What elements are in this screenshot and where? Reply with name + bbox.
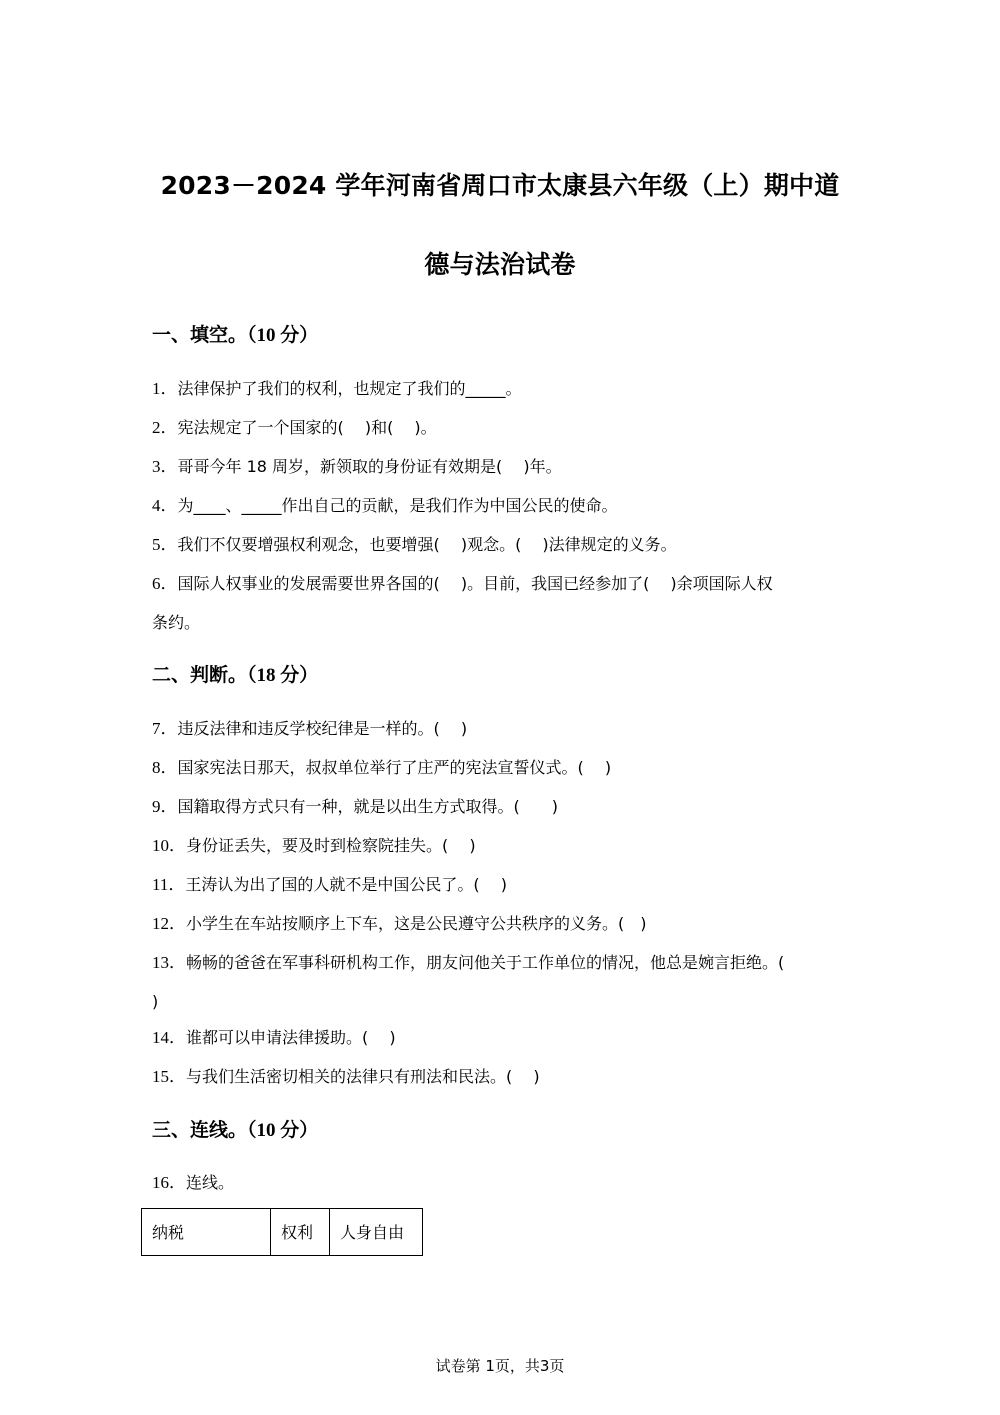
question-text: 违反法律和违反学校纪律是一样的。( ) [177,719,468,738]
section-heading-label: 三、连线。 [152,1119,248,1141]
question-number: 10． [152,836,186,855]
question-number: 2． [152,418,178,437]
question-9 [152,796,558,818]
question-15 [152,1066,540,1088]
question-number: 8． [152,758,178,777]
question-3 [152,456,562,478]
question-2 [152,417,437,439]
question-number: 13． [152,953,186,972]
section-heading-matching [152,1118,318,1143]
question-text: 法律保护了我们的权利，也规定了我们的_____。 [177,379,522,398]
question-text: 谁都可以申请法律援助。( ) [186,1028,396,1047]
table-row [142,1209,423,1256]
table-cell: 纳税 [142,1209,271,1256]
section-heading-true-false [152,663,318,688]
question-text: 连线。 [186,1173,235,1192]
question-text: 王涛认为出了国的人就不是中国公民了。( ) [185,875,507,894]
question-13-continuation: ) [152,992,159,1011]
exam-title-line-1: 2023－2024 学年河南省周口市太康县六年级（上）期中道 [160,171,840,200]
question-text: 与我们生活密切相关的法律只有刑法和民法。( ) [186,1067,540,1086]
question-number: 1． [152,379,178,398]
question-text: 宪法规定了一个国家的( )和( )。 [177,418,437,437]
question-text: 为____、_____作出自己的贡献，是我们作为中国公民的使命。 [177,496,618,515]
question-text: 我们不仅要增强权利观念，也要增强( )观念。( )法律规定的义务。 [177,535,677,554]
section-score: （10 分） [247,325,319,346]
section-score: （10 分） [247,1120,319,1141]
question-text: 国家宪法日那天，叔叔单位举行了庄严的宪法宣誓仪式。( ) [177,758,612,777]
question-13 [152,952,784,974]
section-heading-fill-in [152,323,318,348]
question-1 [152,378,522,400]
section-heading-label: 二、判断。 [152,664,248,686]
question-text: 国籍取得方式只有一种，就是以出生方式取得。( ) [177,797,558,816]
question-number: 4． [152,496,178,515]
question-16 [152,1172,234,1194]
question-6-continuation: 条约。 [152,613,201,632]
page-footer: 试卷第 1页，共3页 [435,1357,565,1375]
question-number: 6． [152,574,178,593]
question-4 [152,495,618,517]
question-11 [152,874,507,896]
question-number: 3． [152,457,178,476]
question-text: 小学生在车站按顺序上下车，这是公民遵守公共秩序的义务。( ) [186,914,647,933]
question-8 [152,757,611,779]
question-5 [152,534,677,556]
question-text: 哥哥今年 18 周岁，新领取的身份证有效期是( )年。 [177,457,562,476]
section-score: （18 分） [247,665,319,686]
question-number: 9． [152,797,178,816]
section-heading-label: 一、填空。 [152,324,248,346]
question-number: 14． [152,1028,186,1047]
question-text: 国际人权事业的发展需要世界各国的( )。目前，我国已经参加了( )余项国际人权 [177,574,773,593]
question-number: 16． [152,1173,186,1192]
question-number: 7． [152,719,178,738]
question-number: 12． [152,914,186,933]
question-text: 畅畅的爸爸在军事科研机构工作，朋友问他关于工作单位的情况，他总是婉言拒绝。( [186,953,785,972]
table-cell: 权利 [271,1209,330,1256]
question-number: 11． [152,875,186,894]
question-6 [152,573,773,595]
exam-title-line-2: 德与法治试卷 [424,250,576,279]
question-7 [152,718,467,740]
question-number: 15． [152,1067,186,1086]
question-number: 5． [152,535,178,554]
question-12 [152,913,647,935]
question-text: 身份证丢失，要及时到检察院挂失。( ) [186,836,476,855]
question-10 [152,835,476,857]
question-14 [152,1027,396,1049]
matching-table [141,1208,423,1256]
table-cell: 人身自由 [330,1209,423,1256]
